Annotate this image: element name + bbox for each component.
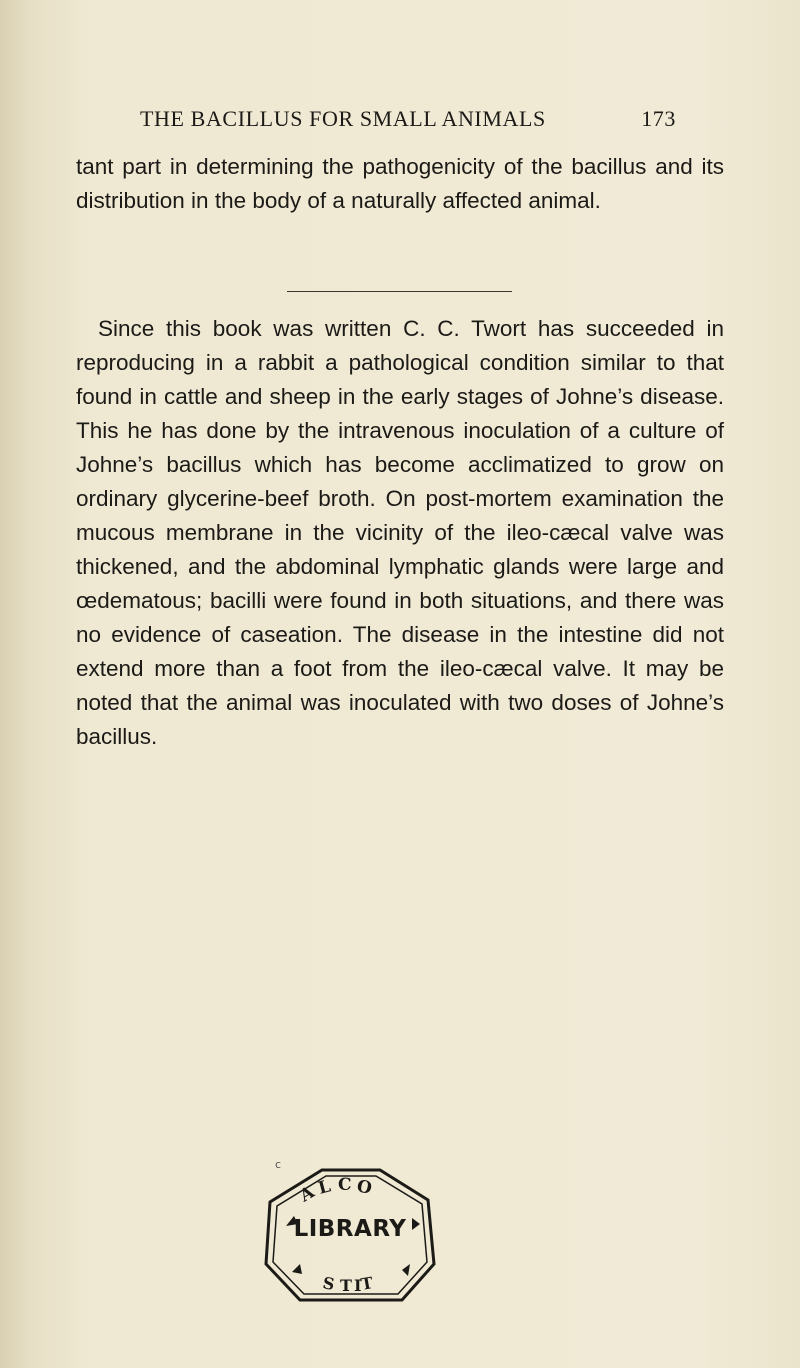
- svg-text:C: C: [338, 1175, 352, 1195]
- stamp-label: LIBRARY: [293, 1216, 407, 1242]
- margin-mark: c: [275, 1158, 282, 1171]
- running-head-title: THE BACILLUS FOR SMALL ANIMALS: [140, 106, 546, 131]
- page-number: 173: [641, 106, 676, 131]
- svg-text:T: T: [340, 1276, 352, 1295]
- svg-text:T: T: [359, 1273, 375, 1294]
- svg-text:I: I: [354, 1276, 362, 1295]
- svg-text:O: O: [354, 1176, 374, 1199]
- svg-text:L: L: [316, 1176, 333, 1199]
- svg-text:A: A: [296, 1182, 318, 1207]
- paragraph-continuation: tant part in determining the pathogenicity of the bacillus and its distribution in the body of a naturally affected animal.: [76, 154, 724, 213]
- library-stamp: [252, 1160, 448, 1308]
- running-head: [140, 106, 676, 132]
- section-divider: [287, 291, 512, 292]
- svg-text:S: S: [321, 1273, 336, 1294]
- paragraph-addendum: Since this book was written C. C. Twort has succeeded in reproducing in a rabbit a pathological condition similar to that found in cattle and sheep in the early stages of Johne’s disease. This he has done by the intravenous inoculation of a culture of Johne’s bacillus which has become acclimatized to grow on ordinary glycerine-beef broth. On post-mortem examination the mucous membrane in the vicinity of the ileo-cæcal valve was thickened, and the abdominal lymphatic glands were large and œdematous; bacilli were found in both situations, and there was no evidence of caseation. The disease in the intestine did not extend more than a foot from the ileo-cæcal valve. It may be noted that the animal was inoculated with two doses of Johne’s bacillus.: [76, 316, 724, 749]
